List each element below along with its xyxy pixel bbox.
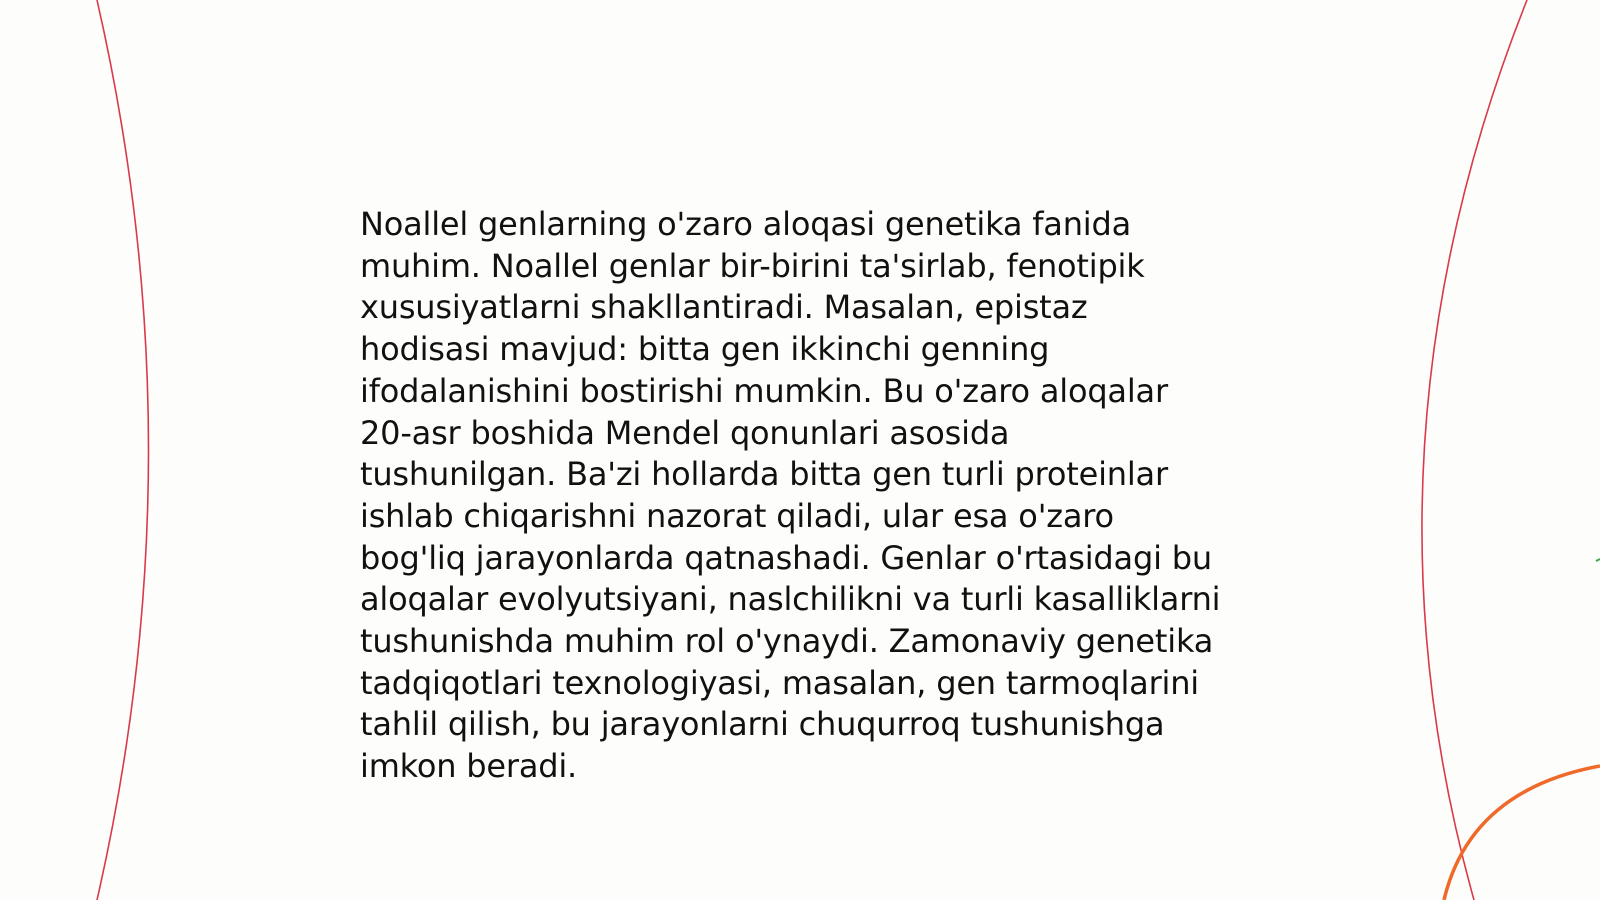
body-line: ishlab chiqarishni nazorat qiladi, ular esa o'zaro	[360, 496, 1114, 535]
body-line: 20-asr boshida Mendel qonunlari asosida	[360, 413, 1010, 452]
green-tick	[1596, 559, 1600, 561]
body-paragraph	[360, 204, 1260, 788]
right-curve	[1422, 0, 1527, 900]
body-line: muhim. Noallel genlar bir-birini ta'sirlab, fenotipik	[360, 246, 1145, 285]
body-line: tahlil qilish, bu jarayonlarni chuqurroq tushunishga	[360, 705, 1165, 744]
body-line: Noallel genlarning o'zaro aloqasi genetika fanida	[360, 205, 1132, 243]
left-curve	[97, 0, 149, 900]
body-line: ifodalanishini bostirishi mumkin. Bu o'zaro aloqalar	[360, 371, 1168, 410]
orange-arc	[1444, 766, 1600, 900]
body-line: aloqalar evolyutsiyani, naslchilikni va turli kasalliklarni	[360, 580, 1221, 619]
body-line: xususiyatlarni shakllantiradi. Masalan, epistaz	[360, 288, 1088, 327]
body-line: bog'liq jarayonlarda qatnashadi. Genlar o'rtasidagi bu	[360, 538, 1212, 577]
body-line: imkon beradi.	[360, 747, 578, 786]
body-line: tushunilgan. Ba'zi hollarda bitta gen turli proteinlar	[360, 455, 1168, 494]
body-line: hodisasi mavjud: bitta gen ikkinchi genning	[360, 330, 1050, 369]
body-line: tushunishda muhim rol o'ynaydi. Zamonaviy genetika	[360, 622, 1214, 661]
body-line: tadqiqotlari texnologiyasi, masalan, gen tarmoqlarini	[360, 663, 1199, 702]
